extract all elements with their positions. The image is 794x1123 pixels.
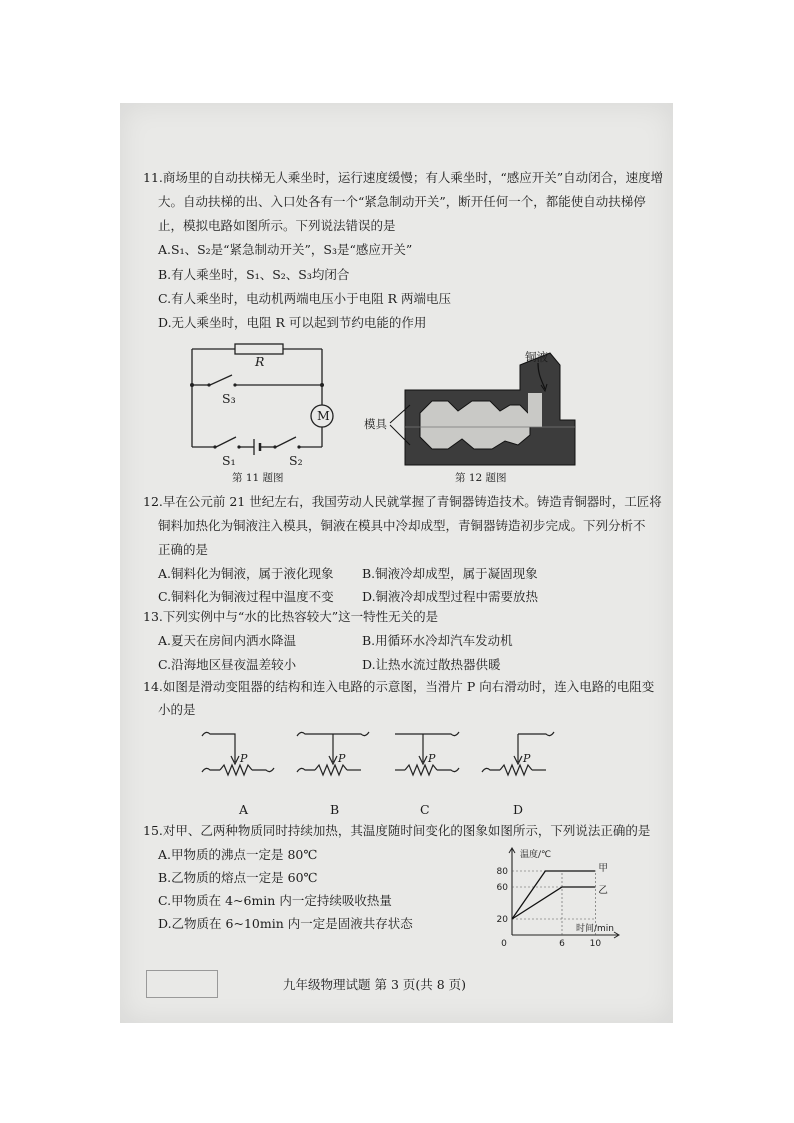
resistor-label: R	[255, 354, 265, 369]
switch-s3-label: S₃	[222, 391, 236, 406]
q12-option-d: D.铜液冷却成型过程中需要放热	[362, 589, 539, 604]
option-label-c: C	[420, 802, 430, 817]
score-stamp-box	[146, 970, 218, 998]
page-footer: 九年级物理试题 第 3 页(共 8 页)	[283, 977, 467, 992]
q15-option-c: C.甲物质在 4~6min 内一定持续吸收热量	[158, 893, 392, 908]
q11-option-c: C.有人乘坐时，电动机两端电压小于电阻 R 两端电压	[158, 291, 451, 306]
q13-option-c: C.沿海地区昼夜温差较小	[158, 657, 297, 672]
copper-liquid-label: 铜液	[525, 350, 548, 364]
q11-figure-caption: 第 11 题图	[232, 472, 284, 484]
x-tick-label: 6	[559, 939, 565, 949]
motor-label: M	[317, 408, 330, 423]
switch-s2-label: S₂	[289, 453, 303, 468]
q11-stem-line2: 大。自动扶梯的出、入口处各有一个“紧急制动开关”，断开任何一个，都能使自动扶梯停	[158, 194, 646, 209]
q15-option-d: D.乙物质在 6~10min 内一定是固液共存状态	[158, 916, 413, 931]
series-line-1	[512, 871, 595, 919]
x-tick-label: 0	[501, 939, 507, 949]
q15-stem: 15.对甲、乙两种物质同时持续加热，其温度随时间变化的图象如图所示，下列说法正确的是	[143, 823, 651, 838]
y-tick-label: 60	[496, 883, 508, 893]
y-axis-label: 温度/℃	[520, 850, 552, 860]
q12-figure-caption: 第 12 题图	[455, 472, 507, 484]
slider-label-d: P	[523, 752, 531, 765]
series-line-2	[512, 887, 595, 919]
series-name-label: 乙	[598, 885, 608, 896]
q11-option-a: A.S₁、S₂是“紧急制动开关”，S₃是“感应开关”	[158, 242, 413, 257]
rheostat-option-c	[385, 722, 465, 792]
q12-option-c: C.铜料化为铜液过程中温度不变	[158, 589, 334, 604]
option-label-a: A	[239, 802, 249, 817]
q15-option-a: A.甲物质的沸点一定是 80℃	[158, 847, 318, 862]
y-tick-label: 20	[496, 915, 508, 925]
slider-label-b: P	[338, 752, 346, 765]
switch-s1-label: S₁	[222, 453, 236, 468]
mold-label: 模具	[364, 417, 387, 431]
rheostat-option-d	[480, 722, 560, 792]
q12-stem-line2: 铜料加热化为铜液注入模具，铜液在模具中冷却成型，青铜器铸造初步完成。下列分析不	[158, 518, 646, 533]
rheostat-option-b	[295, 722, 375, 792]
series-name-label: 甲	[598, 863, 608, 874]
q12-option-a: A.铜料化为铜液，属于液化现象	[158, 566, 334, 581]
slider-label-c: P	[428, 752, 436, 765]
q13-option-a: A.夏天在房间内洒水降温	[158, 633, 297, 648]
q11-option-d: D.无人乘坐时，电阻 R 可以起到节约电能的作用	[158, 315, 427, 330]
x-axis-label: 时间/min	[576, 924, 615, 934]
q11-stem-line1: 11.商场里的自动扶梯无人乘坐时，运行速度缓慢；有人乘坐时，“感应开关”自动闭合，速度增	[143, 170, 664, 185]
slider-label-a: P	[240, 752, 248, 765]
option-label-d: D	[513, 802, 524, 817]
q15-option-b: B.乙物质的熔点一定是 60℃	[158, 870, 318, 885]
q14-stem-line2: 小的是	[158, 702, 196, 717]
rheostat-option-a	[200, 722, 275, 792]
q12-option-b: B.铜液冷却成型，属于凝固现象	[362, 566, 538, 581]
q15-temperature-chart	[480, 845, 620, 950]
q11-stem-line3: 止，模拟电路如图所示。下列说法错误的是	[158, 218, 396, 233]
q13-stem: 13.下列实例中与“水的比热容较大”这一特性无关的是	[143, 609, 439, 624]
q14-stem-line1: 14.如图是滑动变阻器的结构和连入电路的示意图，当滑片 P 向右滑动时，连入电路的电阻变	[143, 679, 655, 694]
y-tick-label: 80	[496, 867, 508, 877]
q12-stem-line3: 正确的是	[158, 542, 209, 557]
x-tick-label: 10	[589, 939, 602, 949]
q13-option-d: D.让热水流过散热器供暖	[362, 657, 501, 672]
q13-option-b: B.用循环水冷却汽车发动机	[362, 633, 513, 648]
q12-stem-line1: 12.早在公元前 21 世纪左右，我国劳动人民就掌握了青铜器铸造技术。铸造青铜器时，工匠将	[143, 494, 662, 509]
option-label-b: B	[330, 802, 340, 817]
q11-option-b: B.有人乘坐时，S₁、S₂、S₃均闭合	[158, 267, 350, 282]
